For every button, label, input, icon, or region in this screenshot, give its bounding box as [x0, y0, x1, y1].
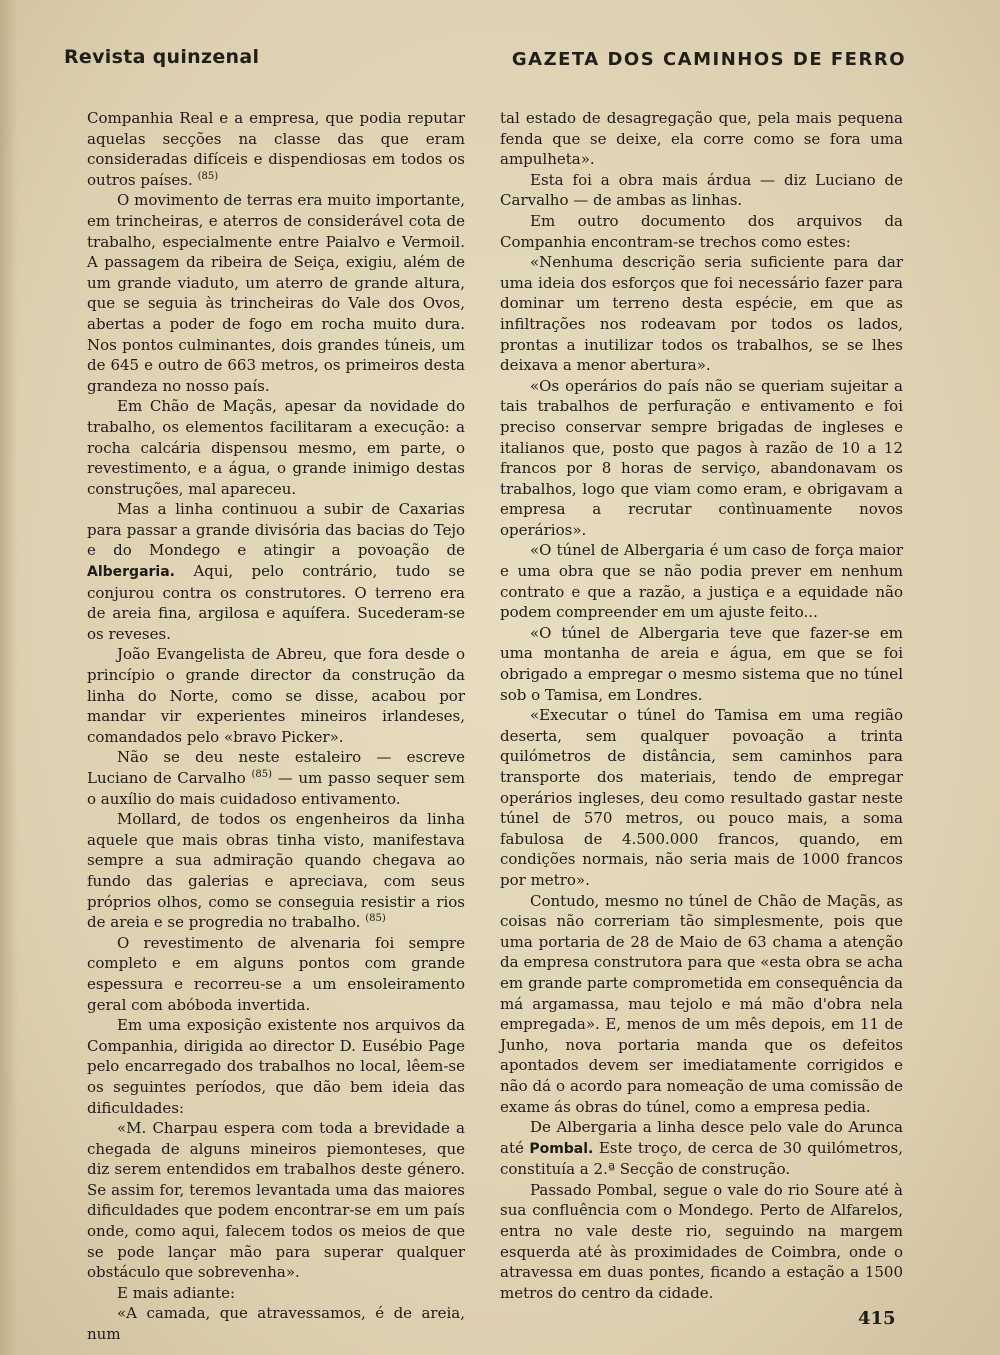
quote-paragraph: «A camada, que atravessamos, é de areia, num — [87, 1304, 465, 1344]
quote-paragraph: «O túnel de Albergaria é um caso de força maior e uma obra que se não podia prever em nenhum contrato e que a razão, a justiça e a equidade não podem compreender em um ajuste feito... — [500, 541, 903, 622]
right-column — [500, 108, 903, 1303]
quote-paragraph: «M. Charpau espera com toda a brevidade a chegada de alguns mineiros piemonteses, que diz serem entendidos em trabalhos deste género. Se assim for, teremos levantada uma das maiores dificuldades que podem encontrar-se em um país onde, como aqui, falecem todos os meios de que se pode lançar mão para superar qualquer obstáculo que sobrevenha». — [87, 1119, 465, 1282]
paragraph: João Evangelista de Abreu, que fora desde o princípio o grande director da construção da linha do Norte, como se disse, acabou por mandar vir experientes mineiros irlandeses, comandados pelo «bravo Picker». — [87, 645, 465, 746]
left-column — [87, 108, 465, 1345]
paragraph: Mas a linha continuou a subir de Caxarias para passar a grande divisória das bacias do Tejo e do Mondego e atingir a povoação de Albergaria. Aqui, pelo contrário, tudo se conjurou contra os construtores. O terreno era de areia fina, argilosa e aquífera. Sucederam-se os reveses. — [87, 500, 465, 643]
paragraph: Em uma exposição existente nos arquivos da Companhia, dirigida ao director D. Eusébio Page pelo encarregado dos trabalhos no local, lêem-se os seguintes períodos, que dão bem ideia das dificuldades: — [87, 1016, 465, 1117]
paragraph: Não se deu neste estaleiro — escreve Luciano de Carvalho $^{(85)}$ — um passo sequer sem o auxílio do mais cuidadoso entivamento. — [87, 748, 465, 808]
paragraph: Esta foi a obra mais árdua — diz Luciano de Carvalho — de ambas as linhas. — [500, 170, 903, 210]
paragraph: O revestimento de alvenaria foi sempre completo e em alguns pontos com grande espessura e recorreu-se a um ensoleiramento geral com abóboda invertida. — [87, 933, 465, 1014]
paragraph: Mollard, de todos os engenheiros da linha aquele que mais obras tinha visto, manifestava sempre a sua admiração quando chegava ao fundo das galerias e apreciava, com seus próprios olhos, como se conseguia resistir a rios de areia e se progredia no trabalho. $^{(85)}$ — [87, 810, 465, 932]
footnote-ref: (85) — [251, 769, 273, 780]
paragraph: Passado Pombal, segue o vale do rio Soure até à sua confluência com o Mondego. Perto de Alfarelos, entra no vale deste rio, seguindo na margem esquerda até às proximidades de Coimbra, onde o atravessa em duas pontes, ficando a estação a 1500 metros do centro da cidade. — [500, 1180, 903, 1302]
paragraph: E mais adiante: — [117, 1283, 236, 1302]
running-header-title: GAZETA DOS CAMINHOS DE FERRO — [511, 49, 906, 70]
paragraph: O movimento de terras era muito importante, em trincheiras, e aterros de considerável cota de trabalho, especialmente entre Paialvo e Vermoil. A passagem da ribeira de Seiça, exigiu, além de um grande viaduto, um aterro de grande altura, que se seguia às trincheiras do Vale dos Ovos, abertas a poder de fogo em rocha muito dura. Nos pontos culminantes, dois grandes túneis, um de 645 e outro de 663 metros, os primeiros desta grandeza no nosso país. — [87, 191, 465, 395]
footnote-ref: (85) — [365, 913, 386, 925]
quote-paragraph: «Executar o túnel do Tamisa em uma região deserta, sem qualquer povoação a trinta quilómetros de distância, sem caminhos para transporte dos materiais, tendo de empregar operários ingleses, deu como resultado gastar neste túnel de 570 metros, ou pouco mais, a soma fabulosa de 4.500.000 francos, quando, em condições normais, não seria mais de 1000 francos por metro». — [500, 706, 903, 889]
quote-paragraph: «Nenhuma descrição seria suficiente para dar uma ideia dos esforços que foi necessário fazer para dominar um terreno desta espécie, em que as infiltrações nos rodeavam por todos os lados, prontas a inutilizar todos os trabalhos, se se lhes deixava a menor abertura». — [500, 253, 903, 375]
paragraph: Contudo, mesmo no túnel de Chão de Maçãs, as coisas não correriam tão simplesmente, pois que uma portaria de 28 de Maio de 63 chama a atenção da empresa construtora para que «esta obra se acha em grande parte comprometida em consequência da má argamassa, mau tejolo e má mão d'obra nela empregada». E, menos de um mês depois, em 11 de Junho, nova portaria manda que os defeitos apontados devem ser imediatamente corrigidos e não dá o acordo para nomeação de uma comissão de exame ás obras do túnel, como a empresa pedia. — [500, 891, 903, 1116]
paragraph: Em Chão de Maçãs, apesar da novidade do trabalho, os elementos facilitaram a execução: a rocha calcária dispensou mesmo, em parte, o revestimento, e a água, o grande inimigo destas construções, mal apareceu. — [87, 397, 465, 498]
running-header-left: Revista quinzenal — [64, 46, 260, 68]
place-name: Albergaria. — [87, 564, 175, 581]
paragraph: De Albergaria a linha desce pelo vale do Arunca até Pombal. Este troço, de cerca de 30 quilómetros, constituía a 2.ª Secção de construção. — [500, 1118, 903, 1179]
page-number: 415 — [858, 1308, 896, 1329]
quote-paragraph: «O túnel de Albergaria teve que fazer-se em uma montanha de areia e água, em que se foi obrigado a empregar o mesmo sistema que no túnel sob o Tamisa, em Londres. — [500, 623, 903, 704]
quote-paragraph: «Os operários do país não se queriam sujeitar a tais trabalhos de perfuração e entivamento e foi preciso conservar sempre brigadas de ingleses e italianos que, posto que pagos à razão de 10 a 12 francos por 8 horas de serviço, abandonavam os trabalhos, logo que viam como eram, e obrigavam a empresa a recrutar contìnuamente novos operários». — [500, 376, 903, 539]
footnote-ref: (85) — [197, 170, 219, 182]
page-binding-shadow — [0, 0, 18, 1355]
place-name: Pombal. — [529, 1140, 594, 1157]
paragraph: tal estado de desagregação que, pela mais pequena fenda que se deixe, ela corre como se fora uma ampulheta». — [500, 109, 903, 169]
paragraph: Em outro documento dos arquivos da Companhia encontram-se trechos como estes: — [500, 211, 903, 251]
paragraph: Companhia Real e a empresa, que podia reputar aquelas secções na classe das que eram consideradas difíceis e dispendiosas em todos os outros países. $^{(85)}$ — [87, 109, 465, 189]
